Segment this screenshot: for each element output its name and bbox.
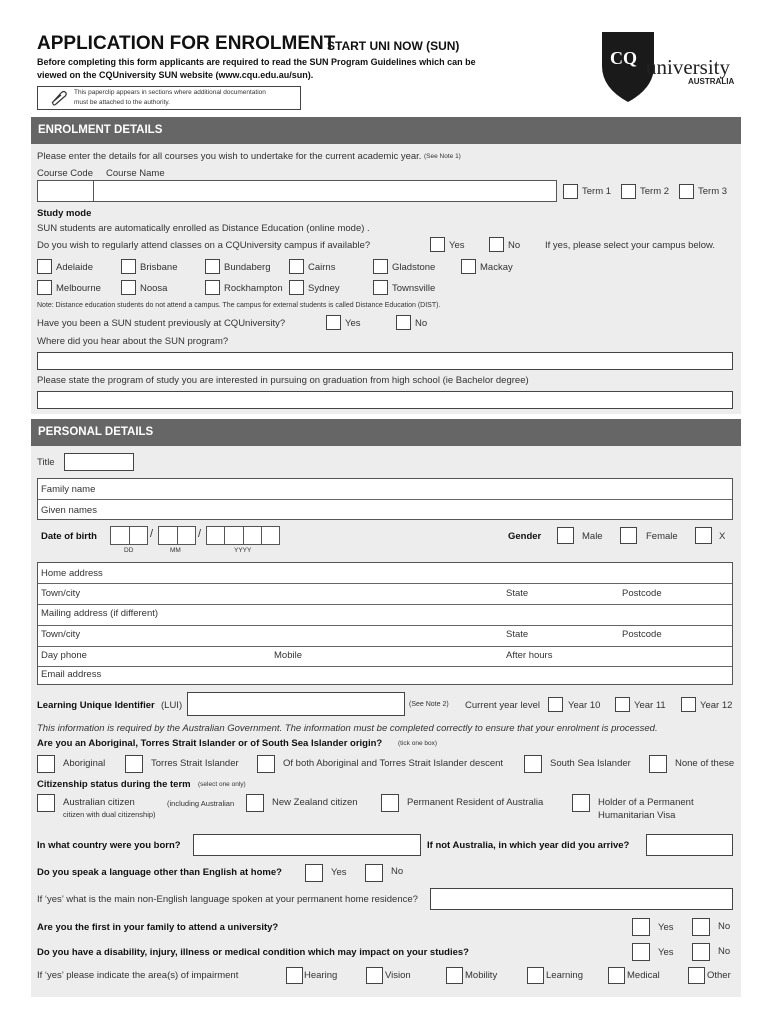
current-year-label: Current year level (465, 700, 540, 711)
born-question: In what country were you born? (37, 840, 181, 851)
day-phone-field[interactable]: Day phone (41, 650, 87, 661)
term-3-label: Term 3 (698, 186, 728, 197)
campus-adelaide-label: Adelaide (56, 262, 93, 273)
gender-label: Gender (508, 531, 542, 542)
family-name-field[interactable]: Family name (41, 484, 96, 495)
dob-dd-hint: DD (124, 547, 134, 554)
logo-australia: AUSTRALIA (688, 77, 735, 86)
citizenship-label: Citizenship status during the term (37, 779, 191, 790)
mailing-town-city-field[interactable]: Town/city (41, 629, 81, 640)
impairment-mobility-checkbox[interactable] (446, 967, 463, 984)
origin-tick-one: (tick one box) (398, 740, 438, 747)
name-block (37, 478, 733, 520)
campus-mackay-checkbox[interactable] (461, 259, 476, 274)
enrolment-details-header (31, 117, 741, 144)
attend-no-label: No (508, 240, 521, 251)
origin-both-label: Of both Aboriginal and Torres Strait Islander descent (283, 758, 504, 769)
impairment-learning-label: Learning (546, 970, 583, 981)
lui-field[interactable] (187, 692, 405, 716)
impairment-learning-checkbox[interactable] (527, 967, 544, 984)
first-family-no-checkbox[interactable] (692, 918, 710, 936)
lui-abbr: (LUI) (161, 700, 183, 711)
town-city-field[interactable]: Town/city (41, 588, 81, 599)
title-label: Title (37, 457, 55, 468)
language-yes-checkbox[interactable] (305, 864, 323, 882)
mailing-address-field[interactable]: Mailing address (if different) (41, 608, 159, 619)
previous-sun-no-checkbox[interactable] (396, 315, 411, 330)
hear-about-question: Where did you hear about the SUN program? (37, 336, 229, 347)
impairment-hearing-checkbox[interactable] (286, 967, 303, 984)
logo-university: university (646, 55, 730, 79)
origin-aboriginal-label: Aboriginal (63, 758, 106, 769)
origin-tsi-label: Torres Strait Islander (151, 758, 239, 769)
given-names-field[interactable]: Given names (41, 505, 97, 516)
citizenship-select-one: (select one only) (198, 781, 246, 788)
campus-sydney-checkbox[interactable] (289, 280, 304, 295)
first-family-yes-checkbox[interactable] (632, 918, 650, 936)
impairment-other-label: Other (707, 970, 731, 981)
see-note-2: (See Note 2) (409, 701, 449, 708)
impairment-question: If ‘yes’ please indicate the area(s) of impairment (37, 970, 239, 981)
origin-none-checkbox[interactable] (649, 755, 667, 773)
enrolment-heading: ENROLMENT DETAILS (38, 124, 163, 136)
attend-yes-checkbox[interactable] (430, 237, 445, 252)
campus-brisbane-label: Brisbane (140, 262, 178, 273)
year-10-checkbox[interactable] (548, 697, 563, 712)
origin-tsi-checkbox[interactable] (125, 755, 143, 773)
state-field[interactable]: State (506, 588, 529, 599)
gender-x-label: X (719, 531, 726, 542)
campus-noosa-label: Noosa (140, 283, 168, 294)
campus-adelaide-checkbox[interactable] (37, 259, 52, 274)
campus-melbourne-checkbox[interactable] (37, 280, 52, 295)
arrive-year-field[interactable] (646, 834, 733, 856)
disability-question: Do you have a disability, injury, illness or medical condition which may impact on your studies? (37, 947, 469, 958)
citizen-pr-checkbox[interactable] (381, 794, 399, 812)
campus-melbourne-label: Melbourne (56, 283, 101, 294)
dob-month-field[interactable] (158, 526, 196, 545)
program-of-study-question: Please state the program of study you are interested in pursuing on graduation from high school (ie Bachelor degree) (37, 375, 529, 386)
dob-label: Date of birth (41, 531, 97, 542)
campus-noosa-checkbox[interactable] (121, 280, 136, 295)
intro-text-2: viewed on the CQUniversity SUN website (www.cqu.edu.au/sun). (37, 70, 314, 80)
term-1-checkbox[interactable] (563, 184, 578, 199)
arrive-question: If not Australia, in which year did you arrive? (427, 840, 630, 851)
disability-yes-checkbox[interactable] (632, 943, 650, 961)
origin-south-sea-checkbox[interactable] (524, 755, 542, 773)
term-1-label: Term 1 (582, 186, 612, 197)
impairment-medical-label: Medical (627, 970, 660, 981)
disability-no-checkbox[interactable] (692, 943, 710, 961)
first-family-yes-label: Yes (658, 922, 674, 933)
previous-sun-question: Have you been a SUN student previously at CQUniversity? (37, 318, 286, 329)
campus-townsville-label: Townsville (392, 283, 436, 294)
origin-both-checkbox[interactable] (257, 755, 275, 773)
language-no-label: No (391, 866, 404, 877)
campus-gladstone-checkbox[interactable] (373, 259, 388, 274)
distance-education-note: Note: Distance education students do not attend a campus. The campus for external students is called Distance Education (DIST). (37, 302, 441, 309)
title-field[interactable] (64, 453, 134, 471)
year-12-checkbox[interactable] (681, 697, 696, 712)
campus-rockhampton-checkbox[interactable] (205, 280, 220, 295)
term-2-label: Term 2 (640, 186, 670, 197)
citizen-nz-checkbox[interactable] (246, 794, 264, 812)
dob-yyyy-hint: YYYY (234, 547, 252, 554)
campus-cairns-label: Cairns (308, 262, 336, 273)
term-3-checkbox[interactable] (679, 184, 694, 199)
campus-townsville-checkbox[interactable] (373, 280, 388, 295)
impairment-medical-checkbox[interactable] (608, 967, 625, 984)
form-title: APPLICATION FOR ENROLMENT (37, 33, 336, 54)
logo-cq: CQ (610, 48, 637, 68)
language-question: Do you speak a language other than English at home? (37, 867, 282, 878)
personal-heading: PERSONAL DETAILS (38, 426, 154, 438)
previous-sun-no-label: No (415, 318, 428, 329)
citizen-australian-sublabel-1: (including Australian (167, 799, 235, 808)
course-code-field[interactable] (38, 181, 94, 201)
course-row (37, 180, 557, 202)
intro-text-1: Before completing this form applicants are required to read the SUN Program Guidelines which can be (37, 57, 476, 67)
campus-cairns-checkbox[interactable] (289, 259, 304, 274)
citizen-pr-label: Permanent Resident of Australia (407, 797, 544, 808)
postcode-field[interactable]: Postcode (622, 588, 662, 599)
citizen-australian-label: Australian citizen (63, 797, 135, 808)
campus-mackay-label: Mackay (480, 262, 513, 273)
gender-male-checkbox[interactable] (557, 527, 574, 544)
year-12-label: Year 12 (700, 700, 733, 711)
citizen-humanitarian-label-2: Humanitarian Visa (598, 810, 676, 821)
lui-label: Learning Unique Identifier (37, 700, 155, 711)
language-no-checkbox[interactable] (365, 864, 383, 882)
mailing-state-field[interactable]: State (506, 629, 529, 640)
address-block (37, 562, 733, 685)
origin-aboriginal-checkbox[interactable] (37, 755, 55, 773)
year-11-checkbox[interactable] (615, 697, 630, 712)
paperclip-note-text-2: must be attached to the authority. (74, 99, 170, 106)
enrolment-instructions: Please enter the details for all courses you wish to undertake for the current academic year. (37, 151, 422, 162)
origin-question: Are you an Aboriginal, Torres Strait Islander or of South Sea Islander origin? (37, 738, 383, 749)
citizen-nz-label: New Zealand citizen (272, 797, 358, 808)
after-hours-field[interactable]: After hours (506, 650, 553, 661)
campus-gladstone-label: Gladstone (392, 262, 436, 273)
mobile-field[interactable]: Mobile (274, 650, 302, 661)
disability-yes-label: Yes (658, 947, 674, 958)
dob-slash-2: / (198, 528, 202, 540)
home-address-field[interactable]: Home address (41, 568, 103, 579)
sun-students-text: SUN students are automatically enrolled as Distance Education (online mode) . (37, 223, 370, 234)
attend-yes-label: Yes (449, 240, 465, 251)
if-yes-campus-text: If yes, please select your campus below. (545, 240, 716, 251)
impairment-mobility-label: Mobility (465, 970, 498, 981)
main-language-question: If ‘yes’ what is the main non-English language spoken at your permanent home residence? (37, 894, 418, 905)
citizen-humanitarian-label-1: Holder of a Permanent (598, 797, 694, 808)
campus-brisbane-checkbox[interactable] (121, 259, 136, 274)
hear-about-field[interactable] (37, 352, 733, 370)
campus-rockhampton-label: Rockhampton (224, 283, 283, 294)
mailing-postcode-field[interactable]: Postcode (622, 629, 662, 640)
gender-female-checkbox[interactable] (620, 527, 637, 544)
cquniversity-logo (598, 26, 748, 106)
impairment-vision-label: Vision (385, 970, 411, 981)
dob-day-field[interactable] (110, 526, 148, 545)
impairment-hearing-label: Hearing (304, 970, 338, 981)
dob-mm-hint: MM (170, 547, 181, 554)
personal-details-header (31, 419, 741, 446)
language-yes-label: Yes (331, 867, 347, 878)
attend-campus-question: Do you wish to regularly attend classes on a CQUniversity campus if available? (37, 240, 371, 251)
program-of-study-field[interactable] (37, 391, 733, 409)
campus-bundaberg-label: Bundaberg (224, 262, 271, 273)
gender-x-checkbox[interactable] (695, 527, 712, 544)
previous-sun-yes-label: Yes (345, 318, 361, 329)
email-field[interactable]: Email address (41, 669, 102, 680)
impairment-other-checkbox[interactable] (688, 967, 705, 984)
disability-no-label: No (718, 946, 731, 957)
paperclip-note-text-1: This paperclip appears in sections where additional documentation (74, 89, 266, 96)
study-mode-label: Study mode (37, 208, 92, 219)
citizen-australian-checkbox[interactable] (37, 794, 55, 812)
dob-year-field[interactable] (206, 526, 280, 545)
previous-sun-yes-checkbox[interactable] (326, 315, 341, 330)
attend-no-checkbox[interactable] (489, 237, 504, 252)
course-name-label: Course Name (106, 168, 165, 179)
citizen-australian-sublabel-2: citizen with dual citizenship) (63, 810, 156, 819)
campus-sydney-label: Sydney (308, 283, 340, 294)
form-subtitle: START UNI NOW (SUN) (327, 39, 460, 53)
first-family-no-label: No (718, 921, 731, 932)
campus-bundaberg-checkbox[interactable] (205, 259, 220, 274)
main-language-field[interactable] (430, 888, 733, 910)
year-10-label: Year 10 (568, 700, 601, 711)
dob-slash-1: / (150, 528, 154, 540)
see-note-1: (See Note 1) (424, 153, 461, 160)
gender-male-label: Male (582, 531, 603, 542)
born-country-field[interactable] (193, 834, 421, 856)
citizen-humanitarian-checkbox[interactable] (572, 794, 590, 812)
course-code-label: Course Code (37, 168, 93, 179)
government-info-text: This information is required by the Australian Government. The information must be completed correctly to ensure that your enrolment is processed. (37, 723, 658, 734)
origin-none-label: None of these (675, 758, 735, 769)
origin-south-sea-label: South Sea Islander (550, 758, 631, 769)
impairment-vision-checkbox[interactable] (366, 967, 383, 984)
first-family-question: Are you the first in your family to attend a university? (37, 922, 279, 933)
paperclip-icon (48, 89, 68, 112)
year-11-label: Year 11 (634, 700, 666, 711)
term-2-checkbox[interactable] (621, 184, 636, 199)
course-name-field[interactable] (94, 181, 556, 201)
gender-female-label: Female (646, 531, 678, 542)
